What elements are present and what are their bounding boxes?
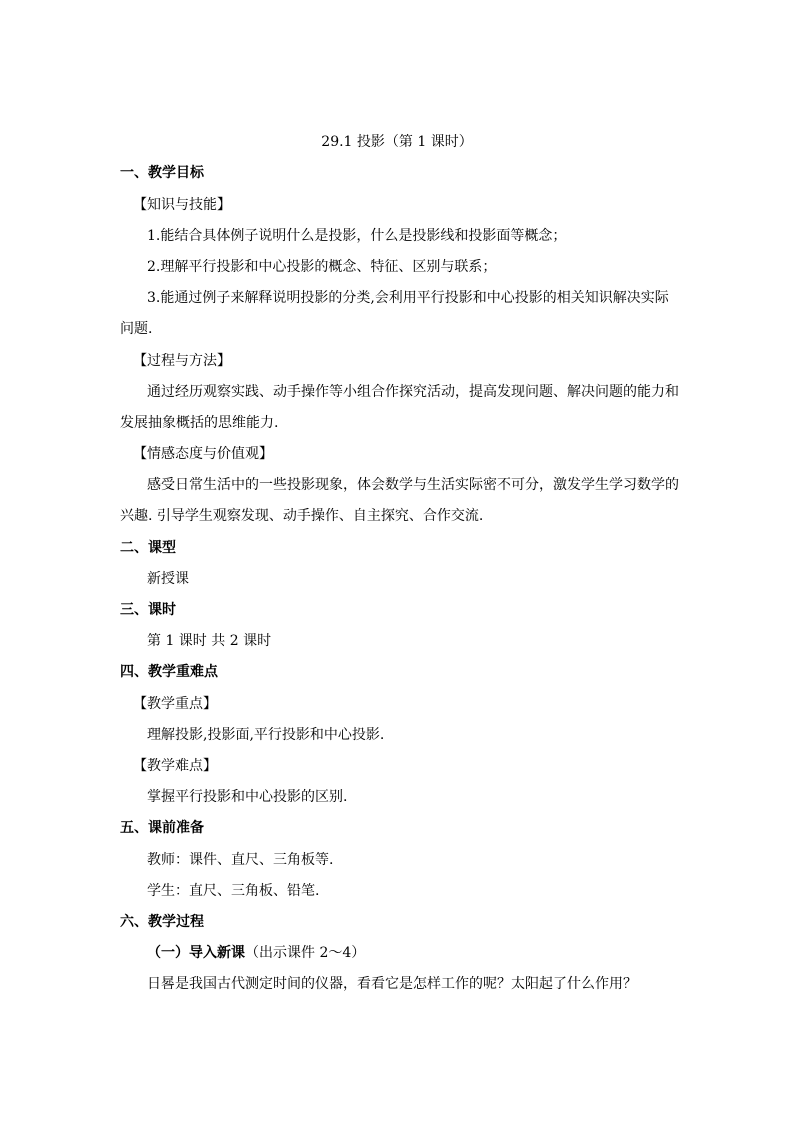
process-method-line-2: 发展抽象概括的思维能力.	[120, 415, 279, 431]
difficult-points-text: 掌握平行投影和中心投影的区别.	[147, 789, 348, 805]
knowledge-item-2: 2.理解平行投影和中心投影的概念、特征、区别与联系；	[147, 259, 497, 275]
intro-subheading	[147, 944, 365, 962]
attitude-values-line-2: 兴趣. 引导学生观察发现、动手操作、自主探究、合作交流.	[120, 508, 484, 524]
process-method-label: 【过程与方法】	[133, 353, 231, 369]
section-heading-periods: 三、课时	[120, 602, 176, 618]
intro-text: 日晷是我国古代测定时间的仪器，看看它是怎样工作的呢？太阳起了什么作用？	[147, 976, 637, 992]
knowledge-skills-label: 【知识与技能】	[133, 197, 231, 213]
section-heading-lesson-type: 二、课型	[120, 540, 176, 556]
attitude-values-label: 【情感态度与价值观】	[133, 446, 273, 462]
section-heading-key-difficult: 四、教学重难点	[120, 664, 218, 680]
section-heading-objectives: 一、教学目标	[120, 165, 204, 181]
knowledge-item-3-line-1: 3.能通过例子来解释说明投影的分类,会利用平行投影和中心投影的相关知识解决实际	[147, 290, 669, 306]
periods-text: 第 1 课时 共 2 课时	[147, 633, 272, 649]
key-points-label: 【教学重点】	[133, 696, 217, 712]
teacher-preparation: 教师：课件、直尺、三角板等.	[147, 852, 334, 868]
document-title: 29.1 投影（第 1 课时）	[321, 134, 473, 150]
attitude-values-line-1: 感受日常生活中的一些投影现象，体会数学与生活实际密不可分，激发学生学习数学的	[147, 477, 679, 493]
intro-subheading-note: （出示课件 2～4）	[245, 945, 366, 961]
difficult-points-label: 【教学难点】	[133, 758, 217, 774]
lesson-type-text: 新授课	[147, 571, 189, 587]
intro-subheading-bold: （一）导入新课	[147, 945, 245, 961]
knowledge-item-3-line-2: 问题.	[120, 321, 153, 337]
section-heading-process: 六、教学过程	[120, 914, 204, 930]
knowledge-item-1: 1.能结合具体例子说明什么是投影，什么是投影线和投影面等概念；	[147, 228, 567, 244]
key-points-text: 理解投影,投影面,平行投影和中心投影.	[147, 727, 385, 743]
process-method-line-1: 通过经历观察实践、动手操作等小组合作探究活动，提高发现问题、解决问题的能力和	[147, 384, 679, 400]
student-preparation: 学生：直尺、三角板、铅笔.	[147, 883, 320, 899]
section-heading-preparation: 五、课前准备	[120, 820, 204, 836]
